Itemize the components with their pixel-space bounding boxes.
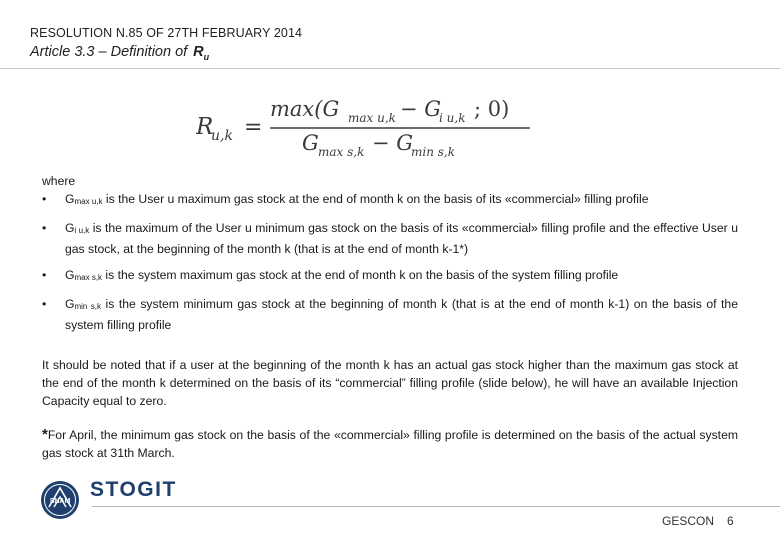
definition-item: • $G_{min s,k}$ is the system minimum gas stock at the beginning of month k (that is at the end of month k-1) on the basis of the system filling profile — [42, 297, 738, 332]
footer-code: GESCON — [662, 514, 715, 528]
page-number: 6 — [727, 514, 734, 528]
slide-subtitle — [30, 44, 209, 62]
where-label: where — [42, 174, 76, 188]
bullet: • — [42, 268, 47, 282]
subtitle-prefix: Article 3.3 – Definition of — [30, 44, 188, 60]
numerator-tail: ; 0) — [474, 97, 510, 121]
logo-text: SNAM — [49, 498, 71, 505]
footnote-star: * — [42, 426, 48, 443]
footnote — [42, 426, 738, 462]
definition-item: • $G_{max u,k}$ is the User u maximum gas stock at the end of month k on the basis of its «commercial» filling profile — [42, 192, 649, 206]
header-divider — [0, 68, 780, 69]
subtitle-symbol: $R_u$ — [193, 44, 210, 62]
formula — [196, 94, 536, 164]
footer-divider — [92, 506, 780, 507]
denominator-minus: − G — [372, 131, 414, 155]
bullet: • — [42, 192, 47, 206]
formula-equals: = — [244, 115, 263, 140]
brand-name: STOGIT — [90, 478, 177, 501]
denominator-term2-sub: min s,k — [411, 145, 456, 159]
document-title: RESOLUTION N.85 OF 27TH FEBRUARY 2014 — [30, 26, 303, 40]
slide-body — [42, 172, 738, 474]
snam-logo-icon — [40, 480, 80, 520]
formula-lhs-sub: u,k — [211, 128, 233, 144]
note-paragraph: It should be noted that if a user at the beginning of the month k has an actual gas stock higher than the maximum gas stock at the end of the month k determined on the basis of its “commercial” filling profile (slide below), he will have an available Injection Capacity equal to zero. — [42, 358, 738, 408]
bullet: • — [42, 221, 47, 235]
definition-item: • $G_{i u,k}$ is the maximum of the User u minimum gas stock on the basis of its «commercial» filling profile and the effective User u gas stock, at the beginning of the month k (that is at the end of month k-1*) — [42, 221, 738, 256]
definition-item: • $G_{max s,k}$ is the system maximum gas stock at the end of month k on the basis of the system filling profile — [42, 268, 619, 282]
formula-lhs: R — [196, 114, 214, 140]
bullet: • — [42, 297, 47, 311]
denominator-term1-sub: max s,k — [318, 145, 365, 159]
numerator-term2-sub: i u,k — [439, 111, 466, 125]
footnote-text: For April, the minimum gas stock on the basis of the «commercial» filling profile is determined on the basis of the actual system gas stock at 31th March. — [42, 428, 738, 460]
denominator-term1: G — [302, 131, 319, 155]
numerator-term1-sub: max u,k — [348, 111, 396, 125]
numerator-function: max(G — [270, 97, 340, 121]
numerator-minus: − G — [400, 97, 442, 121]
